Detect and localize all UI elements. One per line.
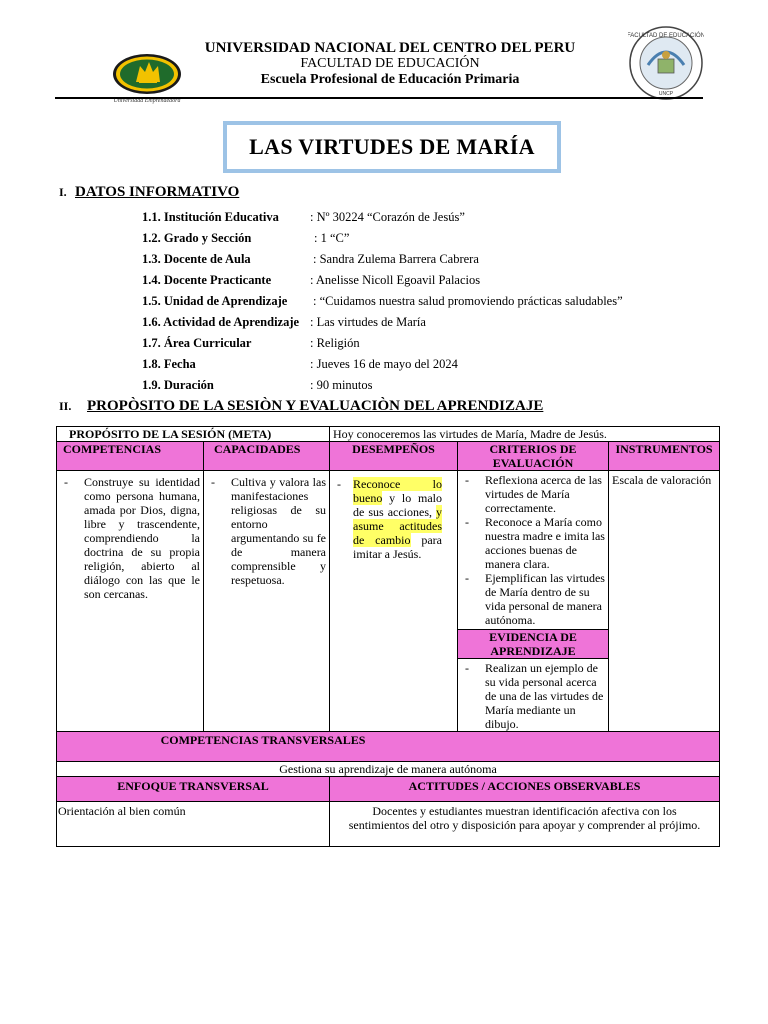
info-label: 1.7. Área Curricular [142,336,252,350]
desempeno-middle: y lo malo de sus acciones, [353,491,443,519]
info-row [142,272,702,293]
desempeno-highlight-2: y asume actitudes de cambio [353,505,443,547]
section-title: DATOS INFORMATIVO [75,184,240,200]
instrumento-cell: Escala de valoración [609,471,720,732]
desempeno-cell [330,471,458,732]
university-name: UNIVERSIDAD NACIONAL DEL CENTRO DEL PERU [204,40,576,56]
info-value: : Las virtudes de María [310,315,426,329]
info-label: 1.3. Docente de Aula [142,252,251,266]
criterio-item: - Reconoce a María como nuestra madre e imita las acciones buenas de manera clara. [461,515,605,571]
header-criterios: CRITERIOS DE EVALUACIÓN [458,442,609,471]
info-label: 1.5. Unidad de Aprendizaje [142,294,288,308]
evaluation-table [56,426,720,847]
info-row [142,335,702,356]
purpose-label: PROPÓSITO DE LA SESIÓN (META) [57,427,330,442]
info-label: 1.6. Actividad de Aprendizaje [142,315,300,329]
purpose-text: Hoy conoceremos las virtudes de María, Madre de Jesús. [330,427,720,442]
table-header-row [57,442,720,471]
document-title: LAS VIRTUDES DE MARÍA [249,134,535,159]
evidencia-cell [458,659,609,732]
info-row [142,293,702,314]
header-desempenos: DESEMPEÑOS [330,442,458,471]
info-label: 1.8. Fecha [142,357,196,371]
info-row [142,230,702,251]
info-row [142,314,702,335]
info-value: : 1 “C” [314,231,350,245]
enfoque-cell: Orientación al bien común [57,802,330,847]
info-value: : “Cuidamos nuestra salud promoviendo prácticas saludables” [313,294,623,308]
logo-caption: Universidad Emprendedora [113,98,181,104]
info-row [142,356,702,377]
seal-bottom-text: UNCP [658,91,674,97]
section-number: II. [59,399,72,413]
section-title: PROPÒSITO DE LA SESIÒN Y EVALUACIÒN DEL APRENDIZAJE [87,398,544,414]
capacidad-cell [204,471,330,732]
info-value: : Sandra Zulema Barrera Cabrera [313,252,479,266]
info-value: : Religión [310,336,360,350]
seal-ring-text: FACULTAD DE EDUCACIÓN [628,33,704,39]
transversal-cell: Gestiona su aprendizaje de manera autónoma [57,762,720,777]
info-value: : Nº 30224 “Corazón de Jesús” [310,210,465,224]
info-label: 1.1. Institución Educativa [142,210,279,224]
criterio-item: - Reflexiona acerca de las virtudes de María correctamente. [461,473,605,515]
table-row [57,762,720,777]
info-value: : 90 minutos [310,378,373,392]
school-name: Escuela Profesional de Educación Primaria [260,72,520,87]
competencia-item: - Construye su identidad como persona humana, amada por Dios, digna, libre y trascendente, comprendiendo la doctrina de su propia religión, abierto al diálogo con las que le son cercanas. [60,475,200,601]
enfoque-header: ENFOQUE TRANSVERSAL [57,777,330,802]
desempeno-end: para imitar a Jesús. [353,533,443,561]
table-row [57,777,720,802]
info-label: 1.2. Grado y Sección [142,231,252,245]
desempeno-highlight-1: Reconoce lo bueno [353,477,443,505]
section-1-heading [59,184,239,201]
header-capacidades: CAPACIDADES [204,442,330,471]
evidencia-item: - Realizan un ejemplo de su vida personal acerca de una de las virtudes de María mediante un dibujo. [461,661,605,731]
evidencia-header: EVIDENCIA DE APRENDIZAJE [458,630,609,659]
header-competencias: COMPETENCIAS [57,442,204,471]
actitudes-cell: Docentes y estudiantes muestran identificación afectiva con los sentimientos del otro y disposición para apoyar y comprender al prójimo. [330,802,720,847]
info-value: : Jueves 16 de mayo del 2024 [310,357,458,371]
header-instrumentos: INSTRUMENTOS [609,442,720,471]
header-divider [55,97,703,99]
capacidad-item: - Cultiva y valora las manifestaciones religiosas de su entorno argumentando su fe de manera comprensible y respetuosa. [207,475,326,587]
faculty-name: FACULTAD DE EDUCACIÓN [300,56,480,71]
actitudes-header: ACTITUDES / ACCIONES OBSERVABLES [330,777,720,802]
info-row [142,209,702,230]
info-label: 1.4. Docente Practicante [142,273,272,287]
info-row [142,377,702,398]
criterios-cell [458,471,609,630]
section-number: I. [59,185,67,199]
info-label: 1.9. Duración [142,378,214,392]
table-row [57,802,720,847]
transversales-header: COMPETENCIAS TRANSVERSALES [57,732,720,762]
criterio-item: - Ejemplifican las virtudes de María dentro de su vida personal de manera autónoma. [461,571,605,627]
table-row [57,471,720,630]
faculty-seal [628,25,704,101]
table-row [57,732,720,762]
desempeno-item [333,477,442,561]
table-row [57,427,720,442]
competencia-cell [57,471,204,732]
section-2-heading [59,398,543,415]
document-title-box [223,121,561,173]
info-row [142,251,702,272]
info-value: : Anelisse Nicoll Egoavil Palacios [310,273,481,287]
